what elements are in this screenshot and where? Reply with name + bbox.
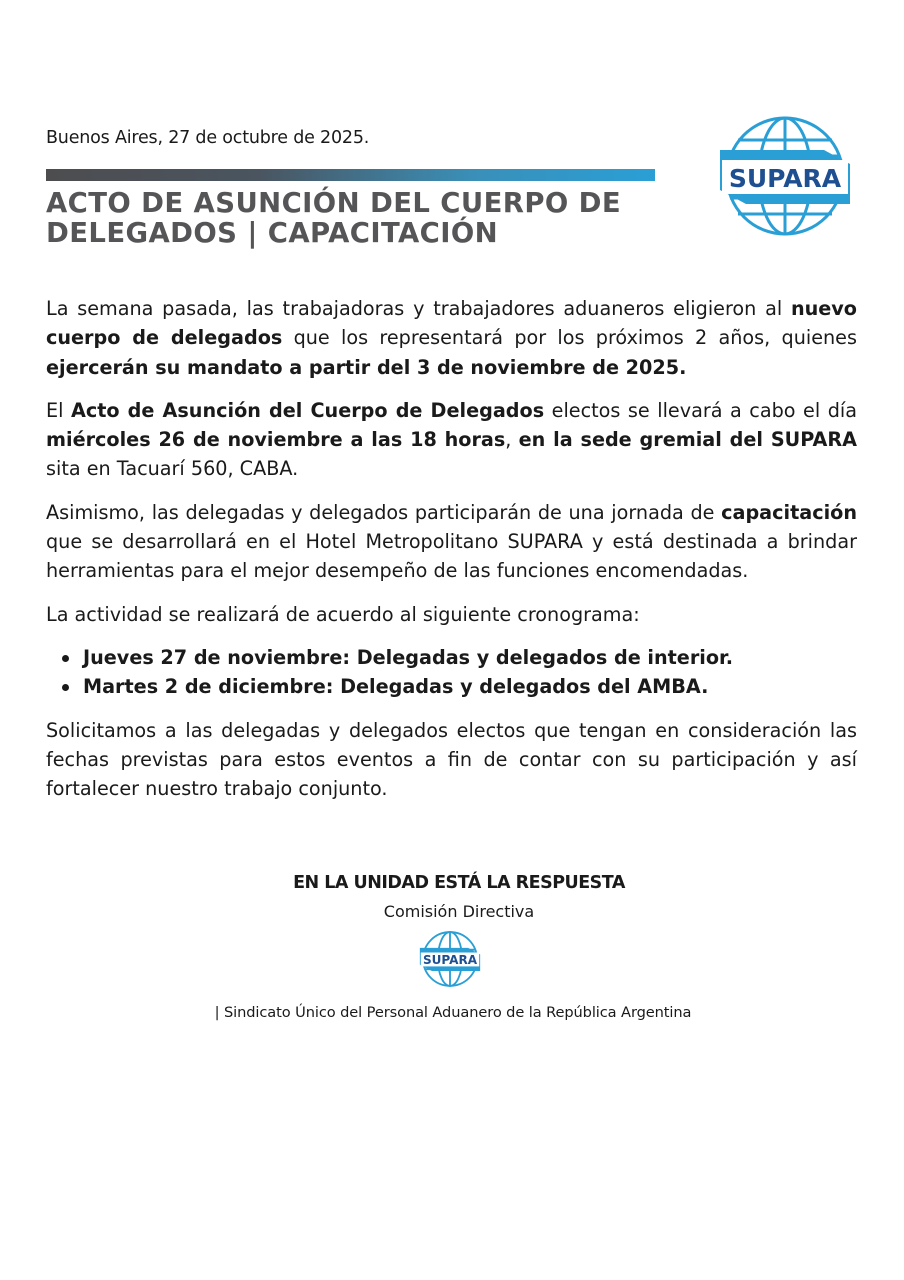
footer-organization: | Sindicato Único del Personal Aduanero de la República Argentina: [214, 1004, 692, 1021]
document-body: [46, 294, 857, 817]
title-line-1: ACTO DE ASUNCIÓN DEL CUERPO DE: [46, 187, 622, 219]
logo-text-small: SUPARA: [422, 953, 478, 968]
paragraph-ceremony: El Acto de Asunción del Cuerpo de Delegados electos se llevará a cabo el día miércoles 26 de noviembre a las 18 horas, en la sede gremial del SUPARA sita en Tacuarí 560, CABA.: [46, 398, 857, 481]
title-line-2: DELEGADOS | CAPACITACIÓN: [46, 217, 499, 249]
schedule-list: [46, 643, 857, 702]
schedule-intro: La actividad se realizará de acuerdo al siguiente cronograma:: [46, 602, 640, 626]
paragraph-training: Asimismo, las delegadas y delegados participarán de una jornada de capacitación que se desarrollará en el Hotel Metropolitano SUPARA y está destinada a brindar herramientas para el mejor desempeño de las funciones encomendadas.: [46, 500, 857, 583]
supara-logo: [716, 112, 854, 240]
header-accent-bar: [46, 169, 655, 181]
schedule-item: Jueves 27 de noviembre: Delegadas y delegados de interior.: [46, 643, 857, 672]
supara-logo-small: [418, 929, 482, 989]
motto: EN LA UNIDAD ESTÁ LA RESPUESTA: [293, 873, 625, 893]
signer: Comisión Directiva: [383, 902, 535, 921]
paragraph-election: La semana pasada, las trabajadoras y trabajadores aduaneros eligieron al nuevo cuerpo de delegados que los representará por los próximos 2 años, quienes ejercerán su mandato a partir del 3 de noviembre de 2025.: [46, 297, 857, 379]
paragraph-closing: Solicitamos a las delegadas y delegados electos que tengan en consideración las fechas previstas para estos eventos a fin de contar con su participación y así fortalecer nuestro trabajo conjunto.: [46, 718, 857, 801]
document-date: Buenos Aires, 27 de octubre de 2025.: [46, 128, 370, 148]
schedule-item: Martes 2 de diciembre: Delegadas y delegados del AMBA.: [46, 672, 857, 701]
logo-text: SUPARA: [728, 164, 842, 193]
document-title: [46, 188, 666, 248]
